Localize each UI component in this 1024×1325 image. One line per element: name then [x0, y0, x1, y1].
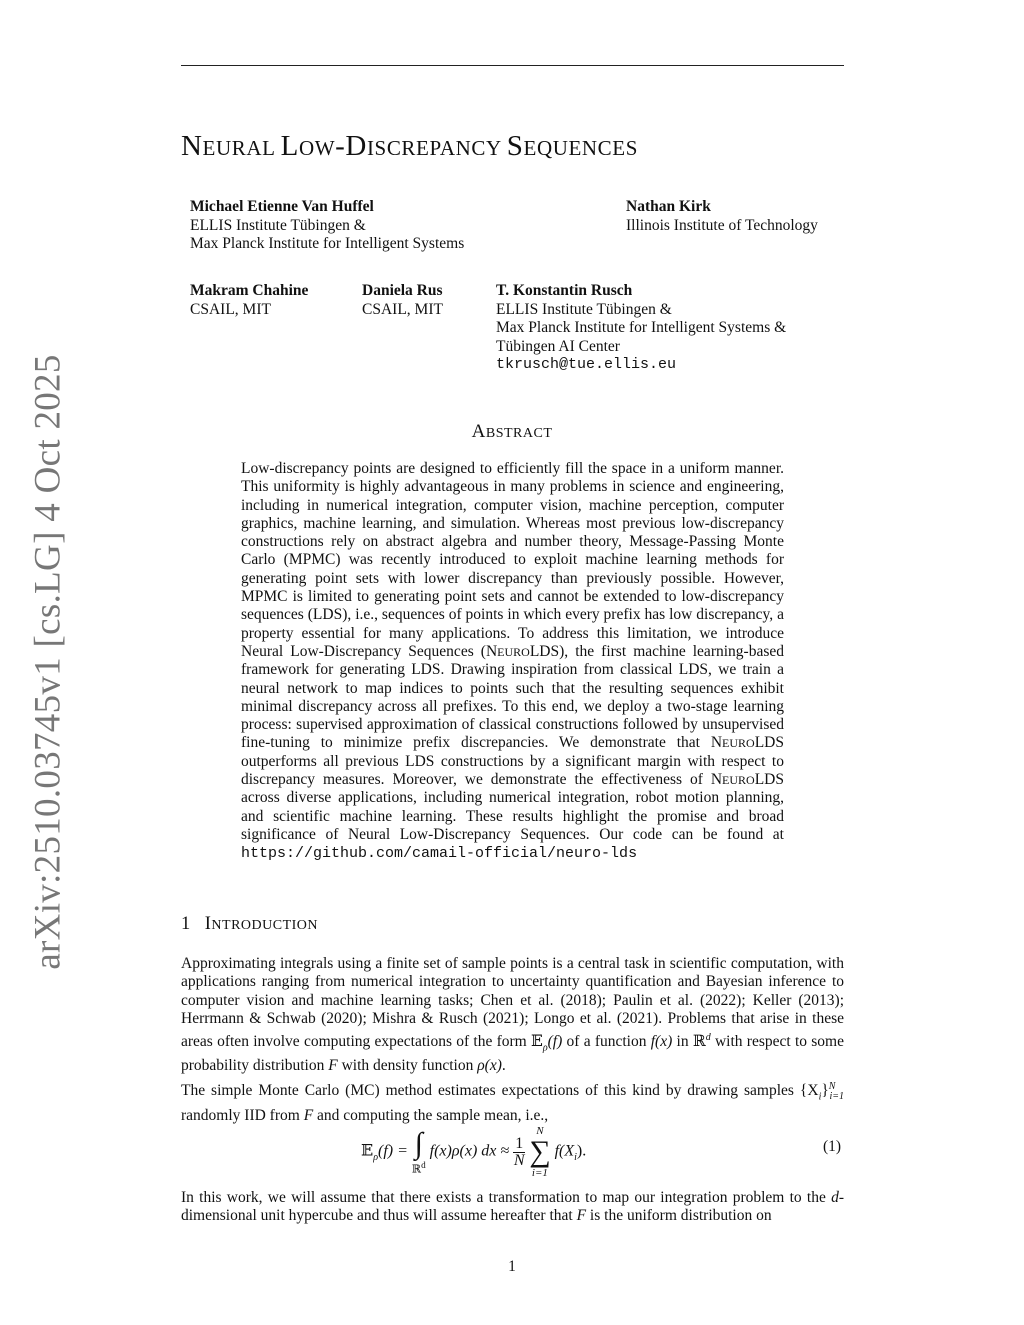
author-block-3 — [190, 282, 308, 319]
author-name: Nathan Kirk — [626, 198, 711, 215]
arxiv-sidebar-stamp — [0, 0, 90, 1325]
author-affiliation: ELLIS Institute Tübingen & — [190, 216, 366, 234]
section-heading-introduction: 1 INTRODUCTION — [181, 914, 319, 934]
equation-number: (1) — [823, 1138, 842, 1155]
abstract-body: Low-discrepancy points are designed to efficiently fill the space in a uniform manner. This uniformity is highly advantageous in many problems in science and engineering, including in numerical integration, computer vision, machine perception, computer graphics, machine learning, and simulation. Whereas most previous low-discrepancy constructions rely on abstract algebra and number theory, Message-Passing Monte Carlo (MPMC) was recently introduced to exploit machine learning methods for generating point sets with lower discrepancy than previously possible. However, MPMC is limited to generating point sets and cannot be extended to low-discrepancy sequences (LDS), i.e., sequences of points in which every prefix has low discrepancy, a property essential for many applications. To address this limitation, we introduce Neural Low-Discrepancy Sequences (NEUROLDS), the first machine learning-based framework for generating LDS. Drawing inspiration from classical LDS, we train a neural network to map indices to points such that the resulting sequences exhibit minimal discrepancy across all prefixes. To this end, we deploy a two-stage learning process: supervised approximation of classical constructions followed by unsupervised fine-tuning to minimize prefix discrepancies. We demonstrate that NEUROLDS outperforms all previous LDS constructions by a significant margin with respect to discrepancy measures. Moreover, we demonstrate the effectiveness of NEUROLDS across diverse applications, including numerical integration, robot motion planning, and scientific machine learning. These results highlight the promise and broad significance of Neural Low-Discrepancy Sequences. Our code can be found at https://github.com/camail-official/neuro-lds — [241, 460, 784, 863]
code-repository-link[interactable]: https://github.com/camail-official/neuro-lds — [241, 845, 638, 863]
author-block-2 — [626, 198, 818, 235]
author-affiliation: ELLIS Institute Tübingen & — [496, 300, 672, 318]
arxiv-identifier[interactable]: arXiv:2510.03745v1 [cs.LG] 4 Oct 2025 — [27, 354, 69, 970]
fraction-1-over-N: $\frac{1}{N}$ — [513, 1134, 525, 1169]
author-affiliation: CSAIL, MIT — [190, 300, 271, 318]
author-affiliation: Illinois Institute of Technology — [626, 216, 818, 234]
equation-1: 𝔼$_\rho$(f) = ∫ ℝ$^d$ f(x)ρ(x) dx ≈ $\frac{1}{N}$ N ∑ i=1 $f(X_i)$. — [361, 1125, 587, 1179]
author-block-1 — [190, 198, 464, 254]
author-name: Michael Etienne Van Huffel — [190, 198, 374, 215]
author-block-5 — [496, 282, 786, 375]
intro-paragraph-3: In this work, we will assume that there exists a transformation to map our integration problem to the d-dimensional unit hypercube and thus will assume hereafter that F is the uniform distribution on — [181, 1189, 844, 1225]
integral-sign: ∫ ℝ$^d$ — [411, 1126, 426, 1176]
page-number: 1 — [508, 1258, 516, 1275]
author-affiliation: CSAIL, MIT — [362, 300, 443, 318]
author-affiliation: Max Planck Institute for Intelligent Systems — [190, 235, 465, 252]
header-rule — [181, 65, 844, 66]
paper-title: NEURAL LOW-DISCREPANCY SEQUENCES — [181, 130, 638, 162]
intro-paragraph-2: The simple Monte Carlo (MC) method estimates expectations of this kind by drawing samples $\{X_i\}^N_{i=1}$ randomly IID from F and computing the sample mean, i.e., — [181, 1081, 844, 1124]
author-email-link[interactable]: tkrusch@tue.ellis.eu — [496, 356, 677, 373]
author-affiliation: Max Planck Institute for Intelligent Systems & — [496, 319, 787, 336]
author-affiliation: Tübingen AI Center — [496, 337, 620, 355]
author-name: Makram Chahine — [190, 282, 309, 299]
abstract-heading: ABSTRACT — [471, 421, 553, 442]
author-name: T. Konstantin Rusch — [496, 282, 633, 299]
author-block-4 — [362, 282, 443, 319]
author-name: Daniela Rus — [362, 282, 443, 299]
intro-paragraph-1: Approximating integrals using a finite set of sample points is a central task in scientific computation, with applications ranging from numerical integration to uncertainty quantification and Bayesian inference to computer vision and machine learning tasks; Chen et al. (2018); Paulin et al. (2022); Keller (2013); Herrmann & Schwab (2020); Mishra & Rusch (2021); Longo et al. (2021). Problems that arise in these areas often involve computing expectations of the form 𝔼$_\rho$(f) of a function f(x) in ℝ$^d$ with respect to some probability distribution F with density function ρ(x). — [181, 955, 844, 1075]
summation-sign: N ∑ i=1 — [529, 1125, 551, 1179]
